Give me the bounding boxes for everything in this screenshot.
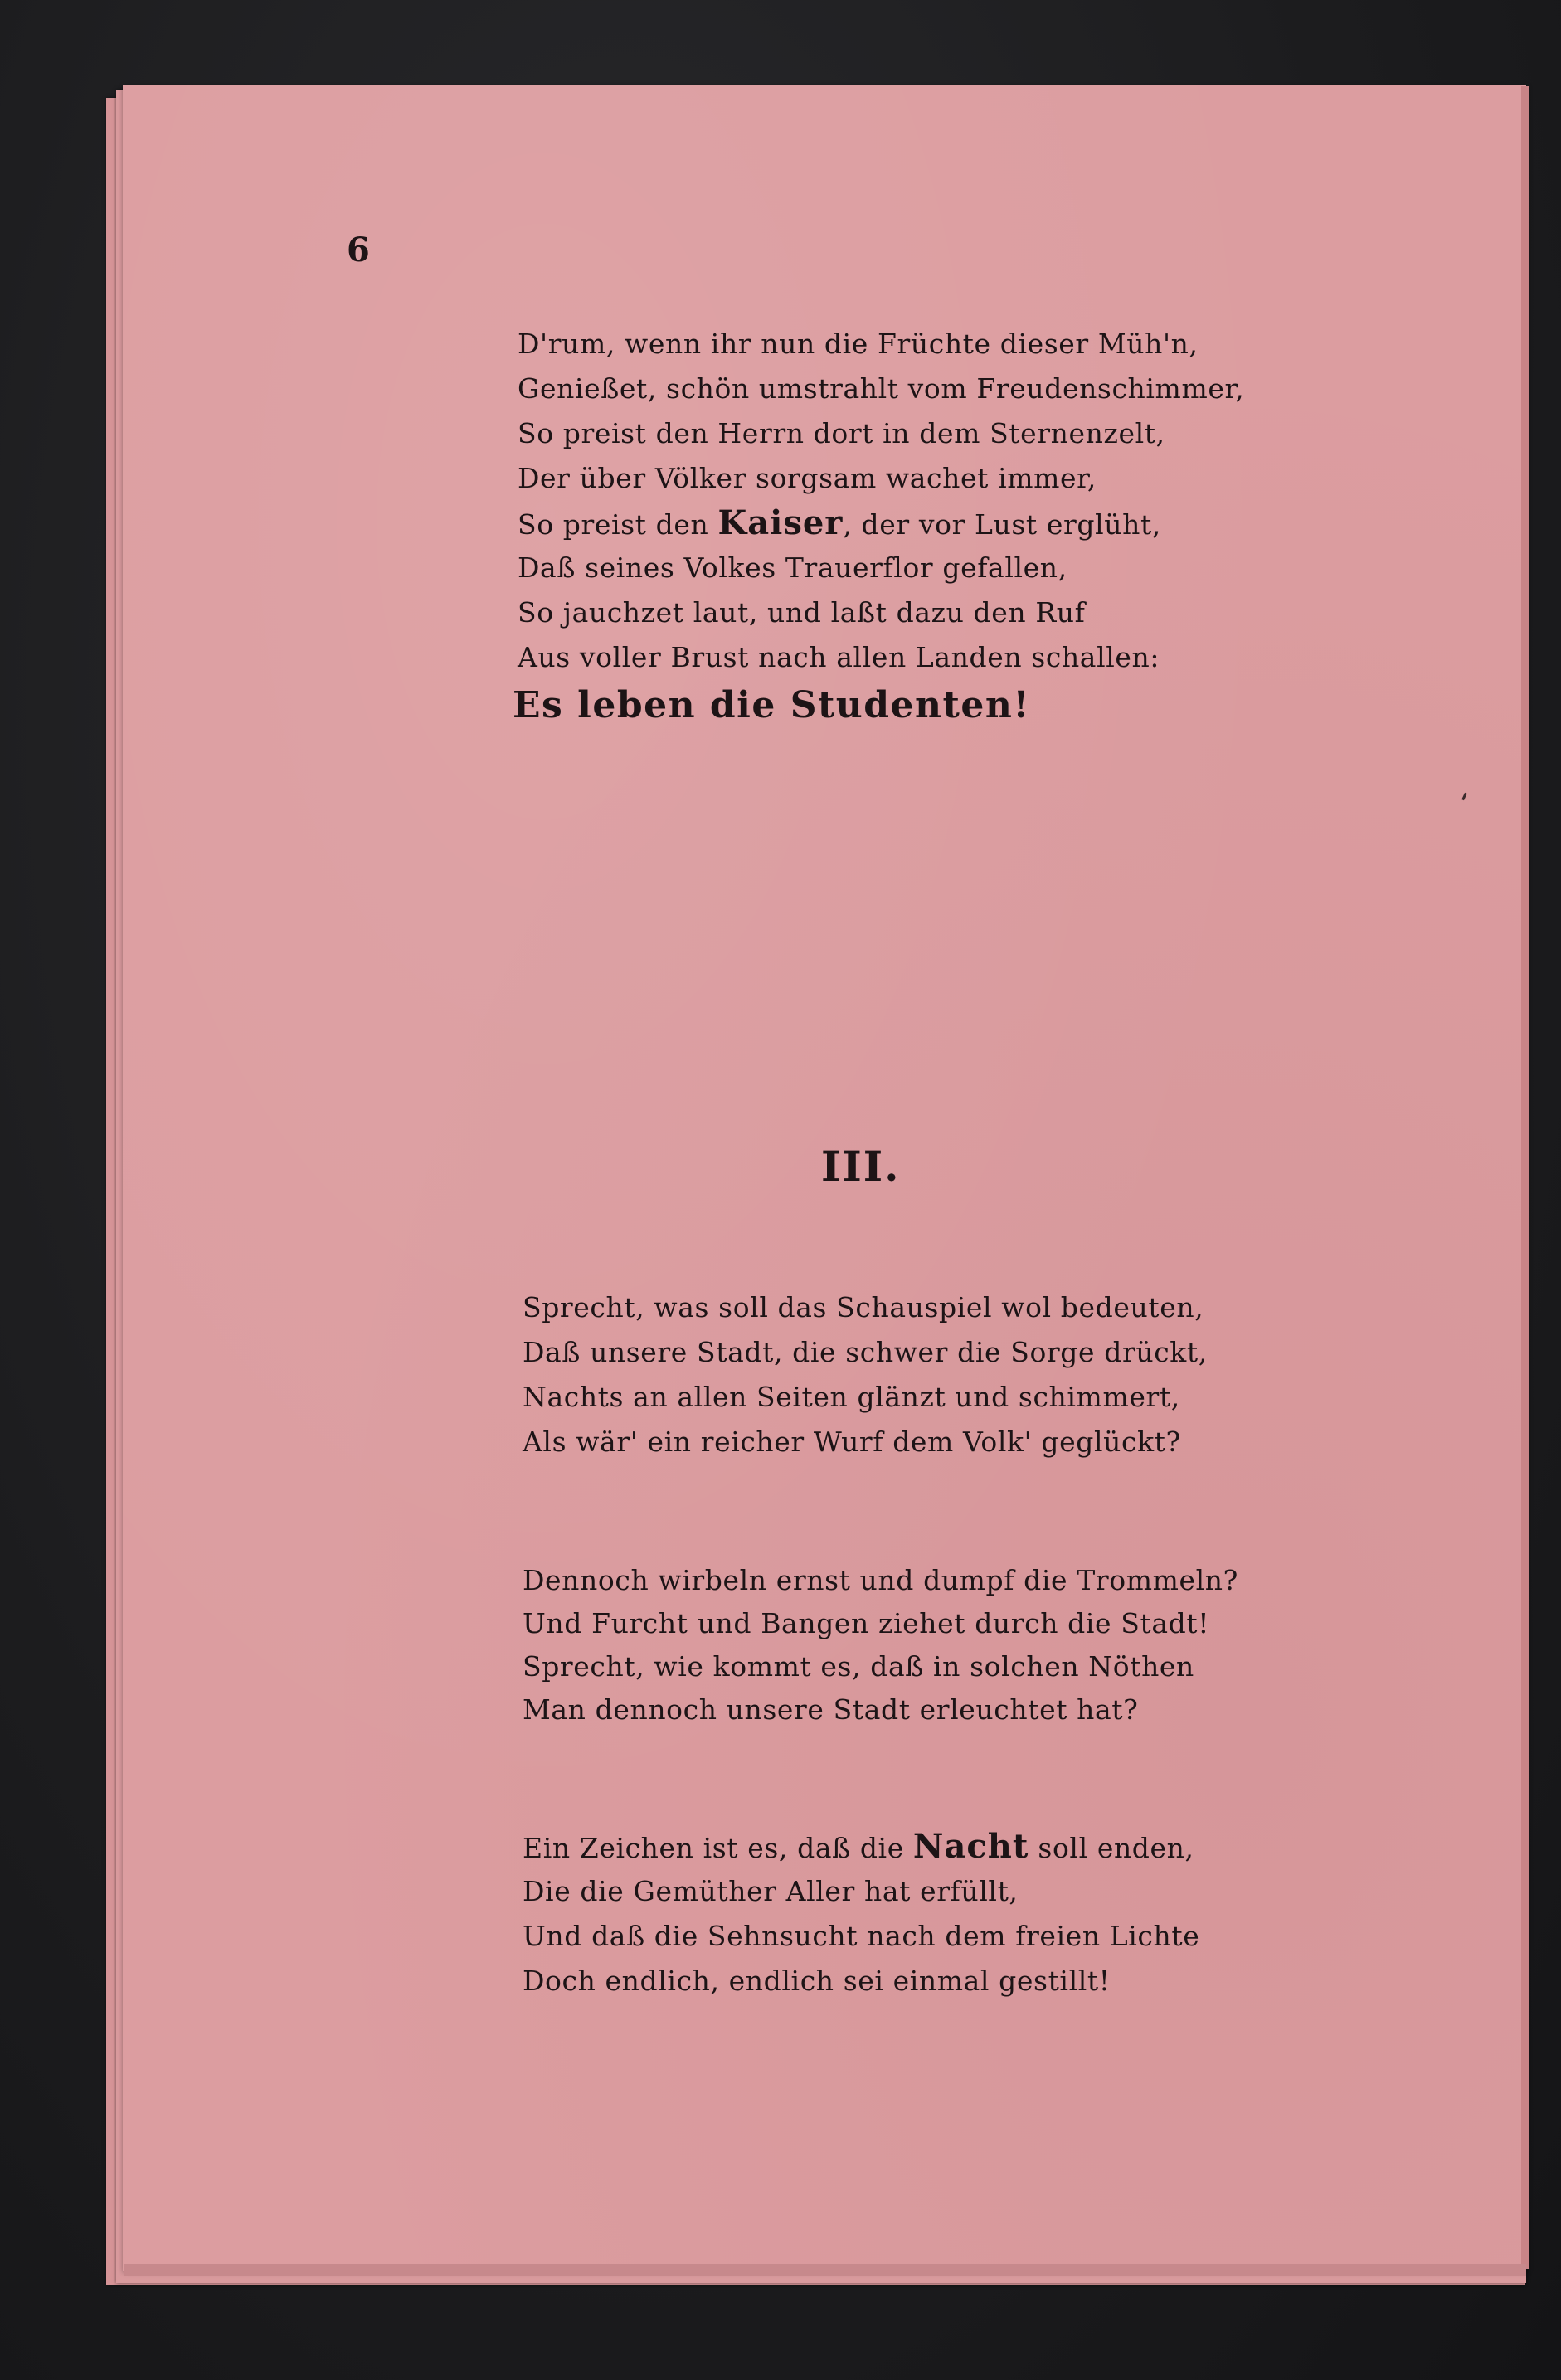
verse-line: D'rum, wenn ihr nun die Früchte dieser Müh'n, (518, 328, 1199, 360)
verse-text: , der vor Lust erglüht, (843, 508, 1161, 541)
verse-line: Sprecht, wie kommt es, daß in solchen Nöthen (523, 1650, 1194, 1683)
verse-line: Dennoch wirbeln ernst und dumpf die Trommeln? (523, 1564, 1238, 1596)
emphasized-word-nacht: Nacht (912, 1827, 1029, 1866)
stanza-3 (523, 1559, 1238, 1732)
verse-line: So preist den Herrn dort in dem Sternenzelt, (518, 417, 1165, 449)
verse-line: Genießet, schön umstrahlt vom Freudenschimmer, (518, 372, 1245, 405)
verse-line: Aus voller Brust nach allen Landen schallen: (518, 641, 1160, 673)
verse-line: So jauchzet laut, und laßt dazu den Ruf (518, 596, 1086, 629)
verse-text: Ein Zeichen ist es, daß die (523, 1832, 913, 1864)
verse-line-nacht (523, 1824, 1199, 1869)
verse-line: Und daß die Sehnsucht nach dem freien Lichte (523, 1920, 1200, 1952)
verse-line: Daß seines Volkes Trauerflor gefallen, (518, 551, 1067, 584)
exclamation-line: Es leben die Studenten! (513, 684, 1031, 726)
page-bottom-edge (124, 2264, 1526, 2276)
verse-line: Als wär' ein reicher Wurf dem Volk' geglückt? (523, 1426, 1181, 1458)
verse-line: Der über Völker sorgsam wachet immer, (518, 462, 1097, 494)
verse-text: So preist den (518, 508, 718, 541)
section-heading: III. (821, 1142, 901, 1191)
verse-line: Und Furcht und Bangen ziehet durch die Stadt! (523, 1607, 1210, 1639)
emphasized-word-kaiser: Kaiser (717, 503, 844, 542)
stanza-1 (513, 322, 1245, 731)
page-number: 6 (347, 231, 371, 270)
stanza-4 (523, 1824, 1199, 2004)
page-right-edge (1521, 86, 1529, 2269)
verse-line: Man dennoch unsere Stadt erleuchtet hat? (523, 1693, 1139, 1726)
verse-line: Daß unsere Stadt, die schwer die Sorge drückt, (523, 1336, 1208, 1368)
verse-line: Die die Gemüther Aller hat erfüllt, (523, 1875, 1019, 1907)
verse-line: Doch endlich, endlich sei einmal gestillt! (523, 1965, 1111, 1997)
verse-text: soll enden, (1029, 1832, 1194, 1864)
verse-line: Nachts an allen Seiten glänzt und schimmert, (523, 1381, 1180, 1413)
stanza-2 (523, 1285, 1208, 1464)
verse-line: Sprecht, was soll das Schauspiel wol bedeuten, (523, 1291, 1204, 1324)
verse-line-kaiser (518, 501, 1244, 546)
